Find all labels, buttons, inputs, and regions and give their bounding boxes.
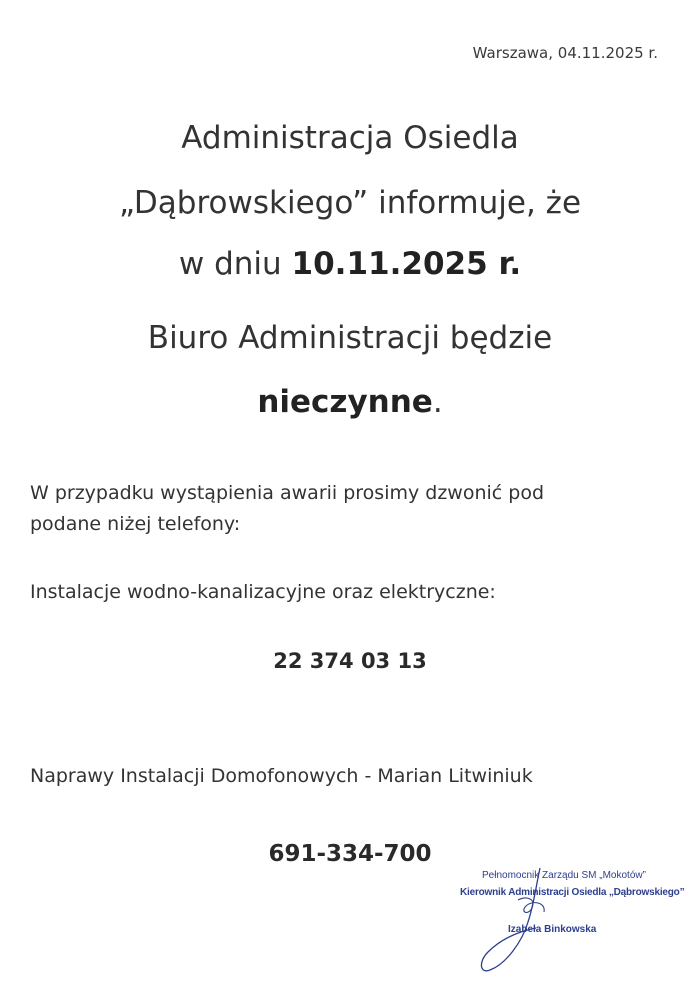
heading-line-2: „Dąbrowskiego” informuje, że — [118, 185, 582, 221]
heading-line-1: Administracja Osiedla — [181, 120, 519, 156]
heading-line-4: Biuro Administracji będzie — [147, 320, 553, 356]
heading-line-3 — [0, 246, 700, 282]
heading-line-3-prefix: w dniu — [178, 246, 292, 282]
service1-label: Instalacje wodno-kanalizacyjne oraz elektryczne: — [30, 581, 496, 603]
intro-line-2: podane niżej telefony: — [30, 513, 241, 535]
place-date: Warszawa, 04.11.2025 r. — [472, 44, 658, 62]
heading-line-5 — [0, 384, 700, 420]
stamp-line-1: Pełnomocnik Zarządu SM „Mokotów” — [482, 870, 646, 881]
service2-label: Naprawy Instalacji Domofonowych - Marian Litwiniuk — [30, 765, 533, 787]
stamp-line-3: Izabela Binkowska — [508, 924, 597, 935]
stamp-line-2: Kierownik Administracji Osiedla „Dąbrowskiego” — [460, 887, 685, 898]
signature-stamp — [456, 866, 685, 986]
closing-date: 10.11.2025 r. — [291, 246, 522, 282]
service1-phone: 22 374 03 13 — [273, 649, 427, 673]
closed-word: nieczynne — [257, 384, 433, 420]
intro-line-1: W przypadku wystąpienia awarii prosimy dzwonić pod — [30, 482, 545, 504]
service2-phone: 691-334-700 — [268, 841, 432, 867]
closed-period: . — [432, 384, 443, 420]
